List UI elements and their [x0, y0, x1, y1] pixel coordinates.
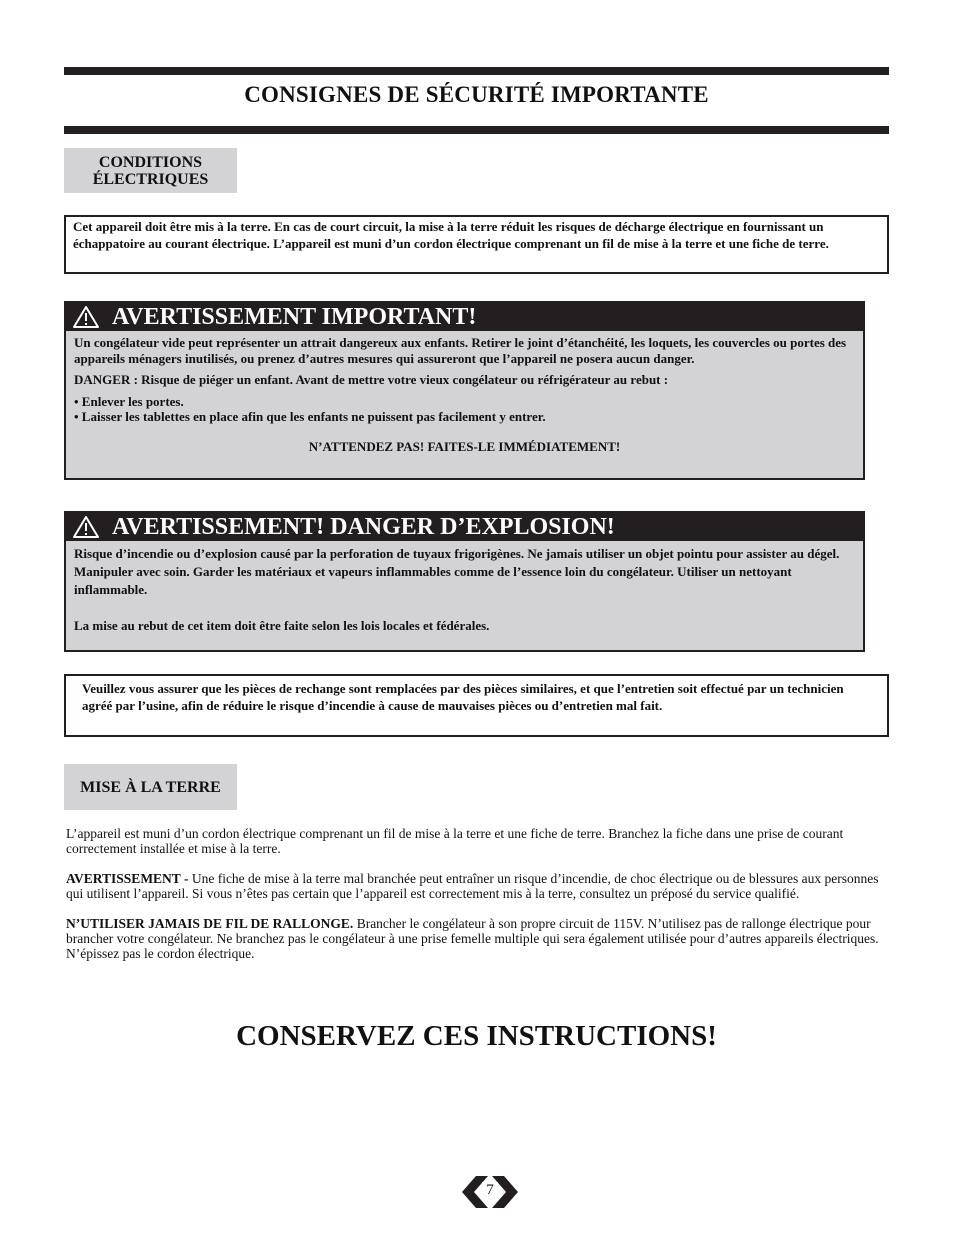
bullet-remove-doors: • Enlever les portes. [74, 393, 184, 409]
electrical-notice-text: Cet appareil doit être mis à la terre. En cas de court circuit, la mise à la terre réduit les risques de décharge électrique en fournissant un échappatoire au courant électrique. L’appareil est muni d’un cordon électrique comprenant un fil de mise à la terre et une fiche de terre. [73, 219, 829, 251]
closing-title: CONSERVEZ CES INSTRUCTIONS! [236, 1020, 717, 1052]
grounding-section-tag: MISE À LA TERRE [64, 764, 237, 810]
extension-cord-lead: N’UTILISER JAMAIS DE FIL DE RALLONGE. [66, 916, 354, 931]
grounding-warning-paragraph [66, 871, 890, 901]
grounding-warning-text: Une fiche de mise à la terre mal branchée peut entraîner un risque d’incendie, de choc électrique ou de blessures aux personnes qui utilisent l’appareil. Si vous n’êtes pas certain que l’appareil est correctement mis à la terre, consultez un préposé du service qualifié. [66, 871, 879, 901]
electrical-notice-box [64, 215, 889, 274]
explosion-paragraph: Risque d’incendie ou d’explosion causé par la perforation de tuyaux frigorigènes. Ne jamais utiliser un objet pointu pour assister au dégel. Manipuler avec soin. Garder les matériaux et vapeurs inflammables comme de l’essence loin du congélateur. Utiliser un nettoyant inflammable. [74, 546, 840, 597]
danger-paragraph: DANGER : Risque de piéger un enfant. Avant de mettre votre vieux congélateur ou réfrigérateur au rebut : [74, 372, 669, 387]
grounding-paragraph: L’appareil est muni d’un cordon électrique comprenant un fil de mise à la terre et une fiche de terre. Branchez la fiche dans une prise de courant correctement installée et mise à la terre. [66, 826, 844, 856]
warning-triangle-icon [72, 515, 100, 539]
grounding-warning-lead: AVERTISSEMENT - [66, 871, 189, 886]
grounding-body [66, 826, 890, 976]
warning-explosion-header [66, 513, 863, 541]
warning-important-header [66, 303, 863, 331]
electrical-section-tag: CONDITIONS ÉLECTRIQUES [64, 148, 237, 193]
extension-cord-paragraph [66, 916, 890, 961]
warning-explosion-body [66, 541, 863, 635]
bullet-leave-shelves: • Laisser les tablettes en place afin que les enfants ne puissent pas facilement y entrer. [74, 409, 546, 424]
warning-important-body [66, 331, 863, 454]
warning-explosion-box [64, 511, 865, 652]
header-bottom-rule [64, 126, 889, 134]
page-title: CONSIGNES DE SÉCURITÉ IMPORTANTE [244, 82, 709, 107]
replacement-note-box [64, 674, 889, 737]
page-number-badge [460, 1172, 520, 1212]
warning-important-box [64, 301, 865, 480]
warning-important-footer: N’ATTENDEZ PAS! FAITES-LE IMMÉDIATEMENT! [308, 438, 621, 454]
warning-explosion-title: AVERTISSEMENT! DANGER D’EXPLOSION! [112, 513, 615, 540]
top-rule [64, 67, 889, 75]
replacement-note-text: Veuillez vous assurer que les pièces de rechange sont remplacées par des pièces similaires, et que l’entretien soit effectué par un technicien agréé par l’usine, afin de réduire le risque d’incendie à cause de mauvaises pièces ou d’entretien mal fait. [82, 681, 844, 713]
page-number: 7 [482, 1182, 498, 1199]
extension-cord-text: Brancher le congélateur à son propre circuit de 115V. N’utilisez pas de rallonge électrique pour brancher votre congélateur. Ne branchez pas le congélateur à une prise femelle multiple qui sera également utilisée pour d’autres appareils électriques. N’épissez pas le cordon électrique. [66, 916, 879, 961]
warning-triangle-icon [72, 305, 100, 329]
disposal-paragraph: La mise au rebut de cet item doit être faite selon les lois locales et fédérales. [74, 618, 490, 633]
warning-important-title: AVERTISSEMENT IMPORTANT! [112, 303, 477, 330]
warning-important-paragraph: Un congélateur vide peut représenter un attrait dangereux aux enfants. Retirer le joint d’étanchéité, les loquets, les couvercles ou portes des appareils ménagers inutilisés, ou prenez d’autres mesures qui assureront que l’appareil ne posera aucun danger. [74, 335, 847, 366]
